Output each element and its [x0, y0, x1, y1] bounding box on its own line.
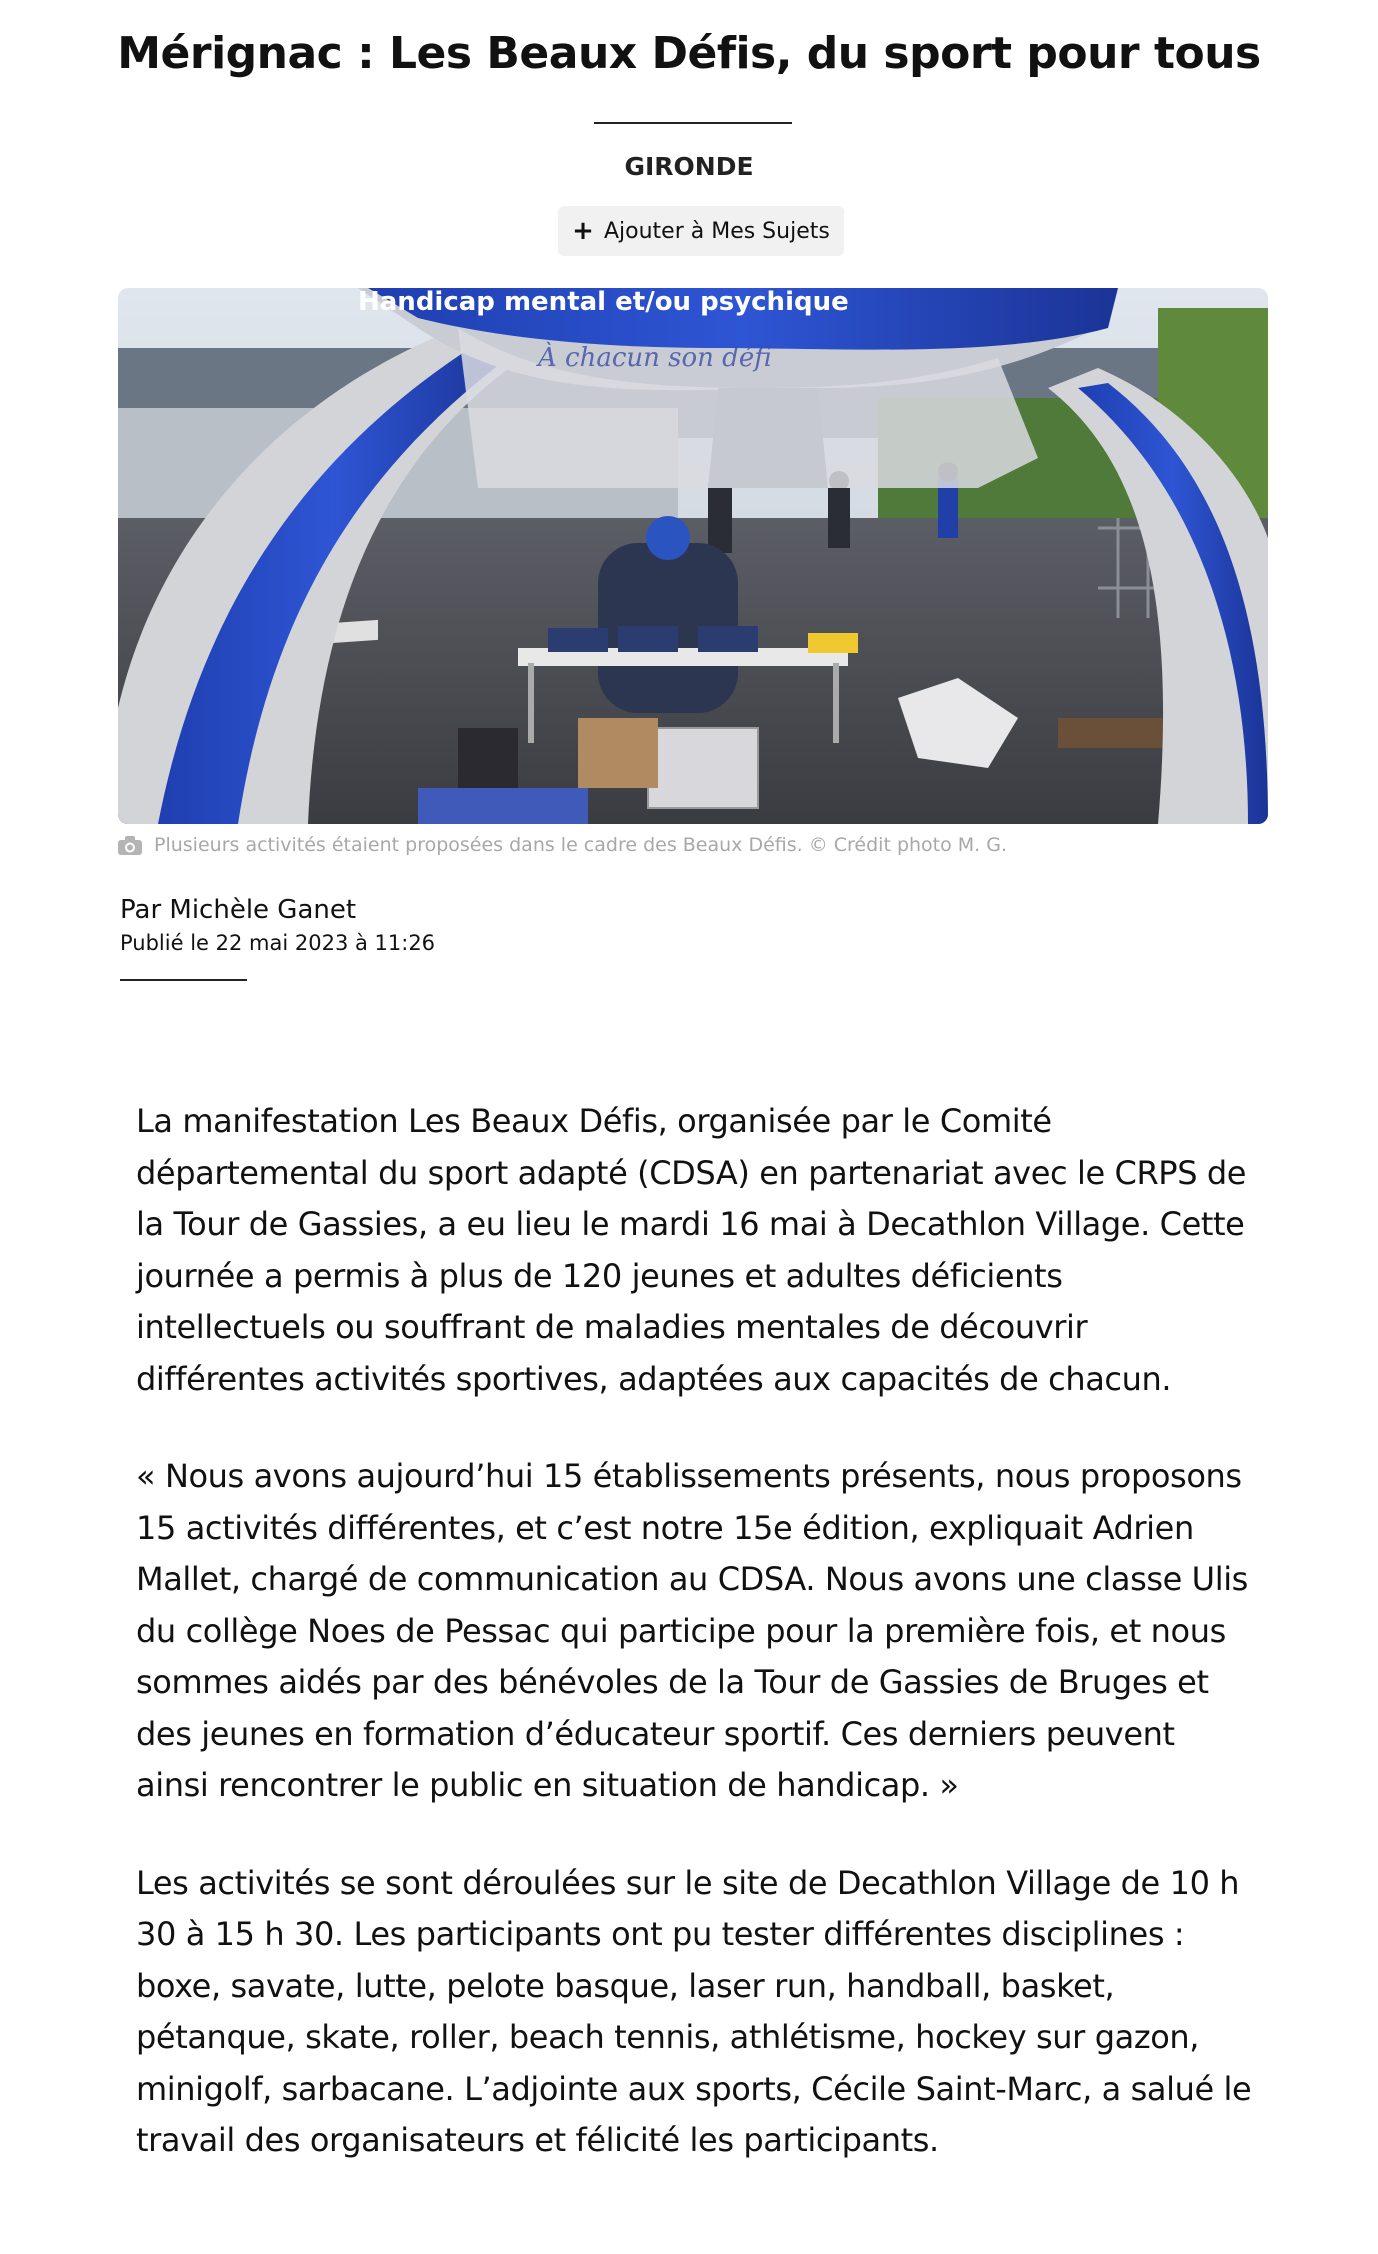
article-title: Mérignac : Les Beaux Défis, du sport pour tous: [117, 28, 1261, 79]
add-to-my-topics-label: Ajouter à Mes Sujets: [603, 218, 830, 244]
photo-caption: [118, 834, 1007, 856]
byline-divider: [120, 979, 247, 981]
photo-caption-text: Plusieurs activités étaient proposées dans le cadre des Beaux Défis. © Crédit photo M. G.: [154, 834, 1008, 856]
paragraph: « Nous avons aujourd’hui 15 établissements présents, nous proposons 15 activités différentes, et c’est notre 15e édition, expliquait Adrien Mallet, chargé de communication au CDSA. Nous avons une classe Ulis du collège Noes de Pessac qui participe pour la première fois, et nous sommes aidés par des bénévoles de la Tour de Gassies de Bruges et des jeunes en formation d’éducateur sportif. Ces derniers peuvent ainsi rencontrer le public en situation de handicap. »: [136, 1457, 1248, 1804]
article-photo[interactable]: [118, 288, 1268, 824]
camera-icon: [118, 836, 142, 855]
author-byline[interactable]: Par Michèle Ganet: [120, 895, 357, 925]
paragraph: Les activités se sont déroulées sur le site de Decathlon Village de 10 h 30 à 15 h 30. Les participants ont pu tester différentes disciplines : boxe, savate, lutte, pelote basque, laser run, handball, basket, pétanque, skate, roller, beach tennis, athlétisme, hockey sur gazon, minigolf, sarbacane. L’adjointe aux sports, Cécile Saint-Marc, a salué le travail des organisateurs et félicité les participants.: [136, 1863, 1252, 2159]
tent-banner-text: Handicap mental et/ou psychique: [358, 288, 849, 317]
paragraph: La manifestation Les Beaux Défis, organisée par le Comité départemental du sport adapté (CDSA) en partenariat avec le CRPS de la Tour de Gassies, a eu lieu le mardi 16 mai à Decathlon Village. Cette journée a permis à plus de 120 jeunes et adultes déficients intellectuels ou souffrant de maladies mentales de découvrir différentes activités sportives, adaptées aux capacités de chacun.: [136, 1102, 1247, 1398]
section-tag[interactable]: GIRONDE: [624, 152, 754, 181]
add-to-my-topics-button[interactable]: [558, 206, 844, 256]
title-divider: [594, 122, 792, 124]
plus-icon: +: [572, 216, 594, 246]
tent-script-text: À chacun son défi: [538, 343, 772, 373]
article-body: [136, 1096, 1256, 2213]
inflatable-tent-photo: [118, 288, 1268, 824]
publish-date: Publié le 22 mai 2023 à 11:26: [120, 931, 436, 955]
